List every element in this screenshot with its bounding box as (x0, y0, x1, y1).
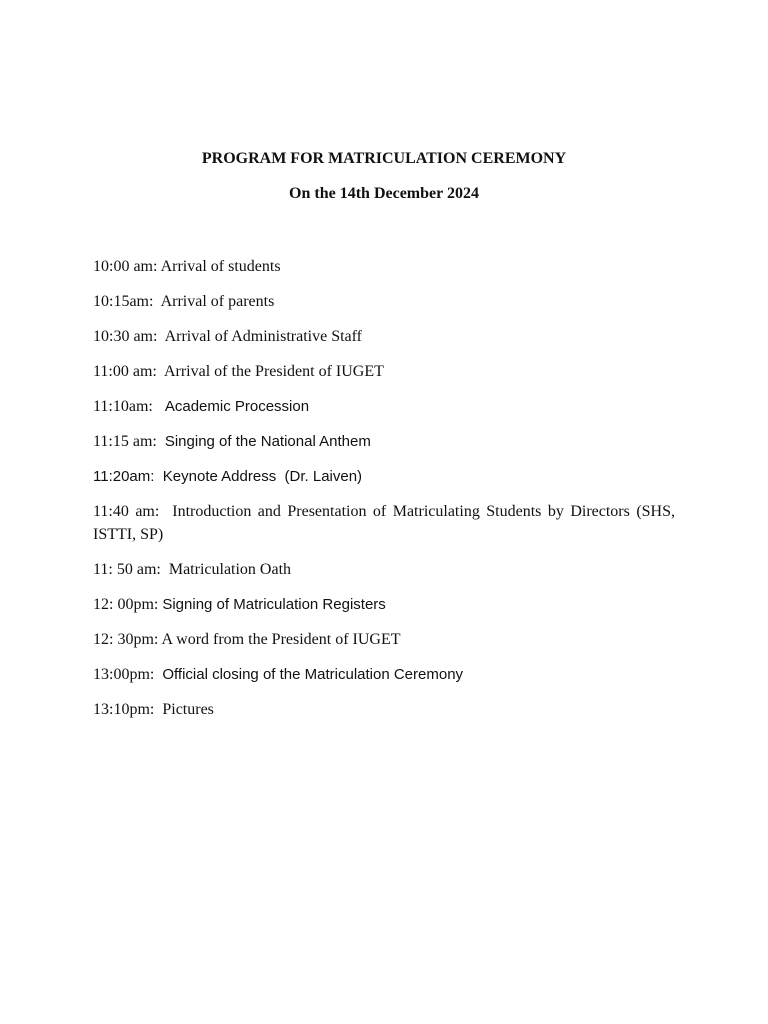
schedule-item (93, 430, 675, 453)
schedule-time: 13:00pm: (93, 666, 155, 683)
schedule-item (93, 290, 675, 313)
schedule-time: 13:10pm: (93, 701, 155, 718)
page-title: PROGRAM FOR MATRICULATION CEREMONY (201, 150, 567, 167)
schedule-event: Arrival of the President of IUGET (163, 363, 384, 380)
schedule-event: Arrival of students (160, 258, 281, 275)
schedule-event: Official closing of the Matriculation Ceremony (162, 666, 464, 683)
schedule-item (93, 593, 675, 616)
schedule-time: 11:15 am: (93, 433, 157, 450)
schedule-event: A word from the President of IUGET (161, 631, 401, 648)
schedule-time: 11:10am: (93, 398, 153, 415)
schedule-time: 10:00 am: (93, 258, 158, 275)
schedule-item (93, 628, 675, 651)
schedule-item (93, 360, 675, 383)
schedule-time: 11: 50 am: (93, 561, 161, 578)
schedule-item (93, 465, 675, 488)
schedule-item (93, 255, 675, 278)
schedule-event: Introduction and Presentation of Matriculating Students by Directors (SHS, ISTTI, SP) (93, 503, 680, 543)
schedule-time: 11:00 am: (93, 363, 157, 380)
schedule-event: Academic Procession (164, 398, 310, 415)
schedule-item (93, 663, 675, 686)
schedule-event: Arrival of parents (160, 293, 275, 310)
schedule-time: 10:15am: (93, 293, 154, 310)
schedule-event: Pictures (162, 701, 214, 718)
schedule-item (93, 698, 675, 721)
schedule-event: Matriculation Oath (168, 561, 292, 578)
schedule-time: 11:20am: (93, 468, 155, 485)
schedule-time: 11:40 am: (93, 503, 160, 520)
schedule-list (93, 255, 680, 733)
schedule-time: 12: 30pm: (93, 631, 159, 648)
schedule-time: 12: 00pm: (93, 596, 159, 613)
schedule-event: Signing of Matriculation Registers (162, 596, 386, 613)
schedule-event: Singing of the National Anthem (164, 433, 371, 450)
schedule-item (93, 500, 680, 546)
schedule-item (93, 395, 675, 418)
schedule-event: Keynote Address (Dr. Laiven) (162, 468, 363, 485)
schedule-event: Arrival of Administrative Staff (164, 328, 363, 345)
event-date: On the 14th December 2024 (289, 185, 479, 202)
schedule-item (93, 325, 675, 348)
schedule-time: 10:30 am: (93, 328, 158, 345)
schedule-item (93, 558, 675, 581)
